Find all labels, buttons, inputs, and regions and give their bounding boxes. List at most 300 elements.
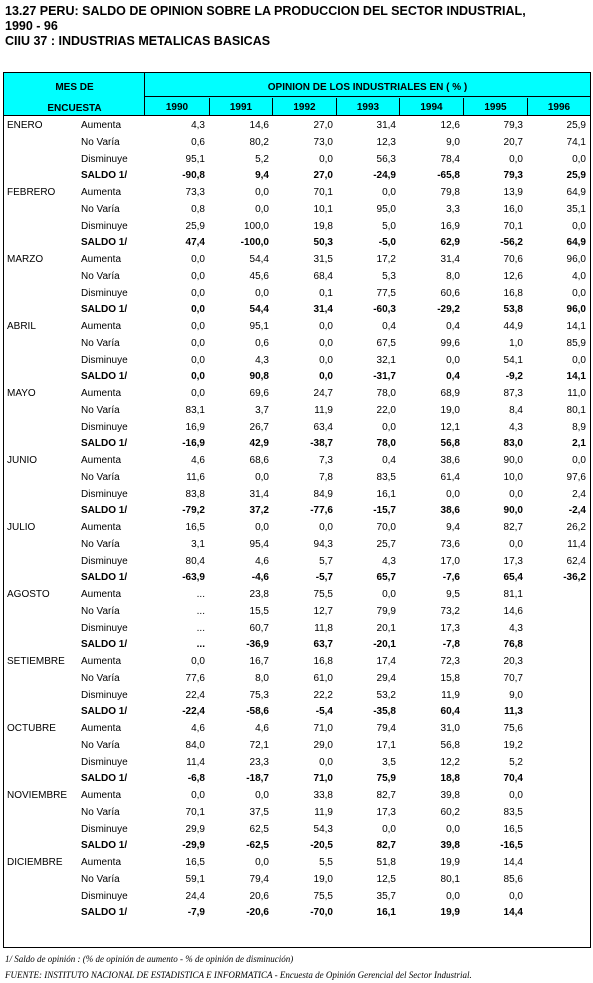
value-cell: 14,4 [503, 857, 523, 868]
value-cell: 0,4 [446, 371, 460, 383]
value-cell: 45,6 [249, 270, 269, 282]
value-cell: 0,0 [191, 371, 205, 383]
value-cell: 83,5 [376, 471, 396, 483]
value-cell: -18,7 [246, 773, 269, 785]
value-cell: 4,6 [191, 455, 205, 466]
value-cell: 72,1 [249, 739, 269, 751]
row-label: Aumenta [81, 187, 122, 198]
value-cell: 4,3 [191, 120, 205, 131]
value-cell: 73,2 [440, 605, 460, 617]
value-cell: 19,0 [313, 873, 333, 885]
value-cell: 0,0 [572, 455, 586, 466]
value-cell: -56,2 [500, 237, 523, 249]
row-label: SALDO 1/ [81, 237, 128, 249]
value-cell: -79,2 [182, 505, 205, 517]
value-cell: 11,9 [314, 404, 333, 416]
month-header-line-1: MES DE [55, 82, 94, 93]
value-cell: 60,2 [440, 806, 460, 818]
value-cell: 50,3 [313, 237, 333, 249]
title-line-1: 13.27 PERU: SALDO DE OPINION SOBRE LA PRODUCCION DEL SECTOR INDUSTRIAL, [5, 4, 526, 18]
value-cell: 0,6 [191, 136, 205, 148]
row-label: SALDO 1/ [81, 907, 128, 919]
value-cell: 5,5 [319, 857, 333, 868]
value-cell: 31,0 [440, 723, 460, 734]
value-cell: 73,6 [440, 538, 460, 550]
value-cell: 4,3 [509, 421, 523, 433]
table-row-no-varia [4, 470, 590, 487]
value-cell: 19,0 [440, 404, 460, 416]
value-cell: 7,8 [319, 471, 333, 483]
value-cell: 83,8 [185, 488, 205, 500]
value-cell: -63,9 [182, 572, 205, 584]
value-cell: 14,6 [503, 605, 523, 617]
value-cell: 26,2 [566, 522, 586, 533]
value-cell: 97,6 [566, 471, 586, 483]
table-row-disminuye [4, 353, 590, 370]
value-cell: 17,2 [376, 254, 396, 265]
row-label: Aumenta [81, 388, 122, 399]
data-table [3, 72, 591, 948]
value-cell: 31,4 [249, 488, 269, 500]
value-cell: 22,4 [185, 689, 205, 701]
value-cell: 11,4 [186, 756, 205, 768]
table-row-saldo [4, 704, 590, 721]
value-cell: 0,0 [572, 153, 586, 165]
value-cell: 16,9 [185, 421, 205, 433]
value-cell: -29,9 [182, 840, 205, 852]
value-cell: 0,0 [191, 354, 205, 366]
value-cell: 54,1 [503, 354, 523, 366]
value-cell: 0,0 [509, 153, 523, 165]
value-cell: 5,2 [255, 153, 269, 165]
value-cell: 27,0 [313, 120, 333, 131]
value-cell: 44,9 [503, 321, 523, 332]
value-cell: 0,0 [319, 354, 333, 366]
value-cell: 0,0 [191, 337, 205, 349]
value-cell: 100,0 [243, 220, 269, 232]
value-cell: 75,9 [376, 773, 396, 785]
value-cell: 0,0 [255, 203, 269, 215]
value-cell: 60,6 [440, 287, 460, 299]
value-cell: 70,1 [313, 187, 333, 198]
value-cell: -5,4 [315, 706, 333, 718]
value-cell: 11,8 [314, 622, 333, 634]
value-cell: 17,0 [440, 555, 460, 567]
value-cell: 82,7 [376, 840, 396, 852]
value-cell: 79,8 [440, 187, 460, 198]
table-row-disminuye [4, 554, 590, 571]
value-cell: 29,9 [185, 823, 205, 835]
value-cell: 38,6 [440, 505, 460, 517]
value-cell: -5,7 [315, 572, 333, 584]
value-cell: 0,0 [509, 538, 523, 550]
value-cell: 27,0 [313, 170, 333, 182]
table-row-aumenta [4, 319, 590, 336]
value-cell: 8,4 [509, 404, 523, 416]
value-cell: 5,0 [382, 220, 396, 232]
row-label: No Varía [81, 471, 120, 483]
table-row-saldo [4, 235, 590, 252]
value-cell: 0,0 [446, 488, 460, 500]
value-cell: 3,7 [255, 404, 269, 416]
row-label: SALDO 1/ [81, 773, 128, 785]
value-cell: 0,0 [255, 857, 269, 868]
value-cell: 12,7 [313, 605, 333, 617]
year-header-5: 1995 [463, 98, 527, 115]
value-cell: -7,8 [442, 639, 460, 651]
value-cell: 67,5 [376, 337, 396, 349]
value-cell: 82,7 [503, 522, 523, 533]
row-label: Disminuye [81, 555, 128, 567]
value-cell: 0,0 [191, 270, 205, 282]
value-cell: 80,1 [566, 404, 586, 416]
value-cell: 0,0 [255, 790, 269, 801]
table-row-disminuye [4, 420, 590, 437]
value-cell: 0,0 [319, 756, 333, 768]
value-cell: -2,4 [568, 505, 586, 517]
value-cell: 3,5 [382, 756, 396, 768]
value-cell: 0,0 [446, 890, 460, 902]
table-row-aumenta [4, 185, 590, 202]
value-cell: 20,7 [503, 136, 523, 148]
row-label: Disminuye [81, 622, 128, 634]
value-cell: 14,1 [566, 371, 586, 383]
value-cell: 4,0 [572, 270, 586, 282]
opinion-header: OPINION DE LOS INDUSTRIALES EN ( % ) [145, 73, 590, 97]
value-cell: 70,0 [376, 522, 396, 533]
value-cell: 8,0 [446, 270, 460, 282]
value-cell: 7,3 [319, 455, 333, 466]
table-row-saldo [4, 771, 590, 788]
value-cell: 35,7 [376, 890, 396, 902]
value-cell: 26,7 [249, 421, 269, 433]
value-cell: 0,0 [382, 589, 396, 600]
value-cell: 85,6 [503, 873, 523, 885]
value-cell: 70,6 [503, 254, 523, 265]
table-row-disminuye [4, 755, 590, 772]
row-label: No Varía [81, 270, 120, 282]
value-cell: 0,0 [319, 371, 333, 383]
row-label: No Varía [81, 337, 120, 349]
value-cell: -6,8 [187, 773, 205, 785]
value-cell: 4,3 [255, 354, 269, 366]
table-row-no-varia [4, 336, 590, 353]
table-row-disminuye [4, 219, 590, 236]
value-cell: 17,3 [440, 622, 460, 634]
value-cell: 4,6 [255, 555, 269, 567]
value-cell: 3,1 [191, 538, 205, 550]
value-cell: -100,0 [240, 237, 269, 249]
value-cell: 54,3 [313, 823, 333, 835]
value-cell: 11,9 [314, 806, 333, 818]
value-cell: 64,9 [566, 237, 586, 249]
value-cell: 90,8 [249, 371, 269, 383]
value-cell: 0,1 [319, 287, 333, 299]
month-label: ABRIL [7, 321, 36, 332]
value-cell: 0,4 [382, 455, 396, 466]
month-header-line-2: ENCUESTA [47, 103, 102, 114]
row-label: Disminuye [81, 488, 128, 500]
value-cell: 37,2 [249, 505, 269, 517]
value-cell: 77,6 [185, 672, 205, 684]
value-cell: 14,1 [566, 321, 586, 332]
table-row-no-varia [4, 202, 590, 219]
value-cell: 0,0 [191, 304, 205, 316]
row-label: Aumenta [81, 321, 122, 332]
value-cell: -58,6 [246, 706, 269, 718]
value-cell: 95,0 [376, 203, 396, 215]
value-cell: 79,4 [376, 723, 396, 734]
value-cell: 59,1 [185, 873, 205, 885]
value-cell: 65,7 [376, 572, 396, 584]
value-cell: 0,0 [191, 790, 205, 801]
value-cell: 0,0 [572, 354, 586, 366]
value-cell: -35,8 [373, 706, 396, 718]
row-label: SALDO 1/ [81, 371, 128, 383]
value-cell: 61,0 [313, 672, 333, 684]
value-cell: 4,6 [255, 723, 269, 734]
value-cell: 2,1 [572, 438, 586, 450]
month-label: OCTUBRE [7, 723, 56, 734]
row-label: SALDO 1/ [81, 572, 128, 584]
value-cell: -31,7 [373, 371, 396, 383]
year-header-2: 1992 [272, 98, 336, 115]
value-cell: 62,5 [249, 823, 269, 835]
value-cell: 68,6 [249, 455, 269, 466]
row-label: Disminuye [81, 421, 128, 433]
row-label: SALDO 1/ [81, 505, 128, 517]
row-label: No Varía [81, 672, 120, 684]
value-cell: 74,1 [566, 136, 586, 148]
year-header-6: 1996 [527, 98, 590, 115]
value-cell: 32,1 [376, 354, 396, 366]
value-cell: 22,0 [376, 404, 396, 416]
row-label: Disminuye [81, 287, 128, 299]
value-cell: -22,4 [182, 706, 205, 718]
value-cell: 10,0 [503, 471, 523, 483]
value-cell: -90,8 [182, 170, 205, 182]
month-label: FEBRERO [7, 187, 56, 198]
value-cell: 79,3 [503, 170, 523, 182]
row-label: Aumenta [81, 120, 122, 131]
value-cell: 0,0 [255, 287, 269, 299]
value-cell: 76,8 [503, 639, 523, 651]
value-cell: 53,8 [503, 304, 523, 316]
value-cell: 18,8 [440, 773, 460, 785]
row-label: Disminuye [81, 689, 128, 701]
value-cell: 11,4 [567, 538, 586, 550]
row-label: No Varía [81, 806, 120, 818]
value-cell: 16,8 [313, 656, 333, 667]
value-cell: 24,7 [313, 388, 333, 399]
value-cell: 62,4 [566, 555, 586, 567]
table-row-aumenta [4, 252, 590, 269]
value-cell: 95,1 [185, 153, 205, 165]
value-cell: 12,2 [440, 756, 460, 768]
value-cell: 5,2 [509, 756, 523, 768]
value-cell: 4,3 [382, 555, 396, 567]
value-cell: 12,5 [376, 873, 396, 885]
value-cell: 79,3 [503, 120, 523, 131]
value-cell: 78,4 [440, 153, 460, 165]
month-label: JULIO [7, 522, 36, 533]
value-cell: -20,6 [246, 907, 269, 919]
year-header-4: 1994 [399, 98, 463, 115]
value-cell: -16,5 [500, 840, 523, 852]
table-row-saldo [4, 637, 590, 654]
value-cell: 0,0 [191, 254, 205, 265]
value-cell: 15,8 [440, 672, 460, 684]
row-label: SALDO 1/ [81, 639, 128, 651]
value-cell: -60,3 [373, 304, 396, 316]
table-row-disminuye [4, 286, 590, 303]
value-cell: 29,4 [376, 672, 396, 684]
value-cell: 4,3 [509, 622, 523, 634]
value-cell: 39,8 [440, 790, 460, 801]
value-cell: 47,4 [185, 237, 205, 249]
row-label: SALDO 1/ [81, 438, 128, 450]
value-cell: 63,7 [313, 639, 333, 651]
value-cell: 0,4 [382, 321, 396, 332]
value-cell: 4,6 [191, 723, 205, 734]
value-cell: 85,9 [566, 337, 586, 349]
value-cell: -15,7 [373, 505, 396, 517]
value-cell: 0,0 [509, 488, 523, 500]
value-cell: 90,0 [503, 505, 523, 517]
row-label: Aumenta [81, 254, 122, 265]
value-cell: 96,0 [566, 254, 586, 265]
table-row-no-varia [4, 135, 590, 152]
value-cell: 0,0 [191, 656, 205, 667]
row-label: Aumenta [81, 723, 122, 734]
value-cell: 61,4 [440, 471, 460, 483]
value-cell: 75,5 [313, 589, 333, 600]
table-row-disminuye [4, 152, 590, 169]
value-cell: 70,1 [185, 806, 205, 818]
value-cell: 0,0 [382, 823, 396, 835]
value-cell: 69,6 [249, 388, 269, 399]
value-cell: 71,0 [313, 773, 333, 785]
value-cell: 12,6 [503, 270, 523, 282]
value-cell: 64,9 [566, 187, 586, 198]
value-cell: 25,9 [566, 120, 586, 131]
value-cell: 19,9 [440, 907, 460, 919]
value-cell: 51,8 [376, 857, 396, 868]
value-cell: 70,4 [503, 773, 523, 785]
value-cell: -36,2 [563, 572, 586, 584]
month-label: MARZO [7, 254, 44, 265]
value-cell: 9,4 [255, 170, 269, 182]
table-row-saldo [4, 503, 590, 520]
row-label: Aumenta [81, 656, 122, 667]
value-cell: 8,9 [572, 421, 586, 433]
value-cell: 2,4 [572, 488, 586, 500]
table-row-aumenta [4, 855, 590, 872]
value-cell: 16,5 [185, 522, 205, 533]
value-cell: 5,7 [319, 555, 333, 567]
value-cell: 73,0 [313, 136, 333, 148]
value-cell: 0,0 [191, 321, 205, 332]
value-cell: 80,4 [185, 555, 205, 567]
footnote-saldo: 1/ Saldo de opinión : (% de opinión de aumento - % de opinión de disminución) [5, 954, 294, 964]
value-cell: 0,0 [255, 471, 269, 483]
value-cell: 0,0 [191, 287, 205, 299]
value-cell: 73,3 [185, 187, 205, 198]
value-cell: 11,9 [441, 689, 460, 701]
value-cell: 63,4 [313, 421, 333, 433]
row-label: No Varía [81, 605, 120, 617]
value-cell: 0,8 [191, 203, 205, 215]
value-cell: 0,0 [319, 337, 333, 349]
value-cell: 0,0 [319, 522, 333, 533]
value-cell: 25,9 [185, 220, 205, 232]
value-cell: 54,4 [249, 304, 269, 316]
value-cell: 87,3 [503, 388, 523, 399]
value-cell: 19,8 [313, 220, 333, 232]
value-cell: 80,1 [440, 873, 460, 885]
value-cell: 12,6 [440, 120, 460, 131]
value-cell: 0,0 [255, 522, 269, 533]
month-label: AGOSTO [7, 589, 50, 600]
table-row-saldo [4, 570, 590, 587]
value-cell: 70,1 [503, 220, 523, 232]
year-header-3: 1993 [336, 98, 399, 115]
value-cell: 83,1 [185, 404, 205, 416]
value-cell: 17,3 [376, 806, 396, 818]
value-cell: -16,9 [182, 438, 205, 450]
table-row-no-varia [4, 805, 590, 822]
table-row-disminuye [4, 487, 590, 504]
month-header [4, 73, 145, 115]
value-cell: 11,3 [504, 706, 523, 718]
month-label: MAYO [7, 388, 36, 399]
value-cell: -7,6 [442, 572, 460, 584]
month-label: JUNIO [7, 455, 37, 466]
value-cell: 23,8 [249, 589, 269, 600]
value-cell: 33,8 [313, 790, 333, 801]
value-cell: 31,5 [313, 254, 333, 265]
value-cell: 90,0 [503, 455, 523, 466]
row-label: Disminuye [81, 220, 128, 232]
value-cell: 31,4 [440, 254, 460, 265]
row-label: No Varía [81, 404, 120, 416]
table-row-aumenta [4, 118, 590, 135]
value-cell: 39,8 [440, 840, 460, 852]
value-cell: 75,6 [503, 723, 523, 734]
table-row-no-varia [4, 738, 590, 755]
value-cell: 17,4 [376, 656, 396, 667]
year-header-1: 1991 [209, 98, 272, 115]
value-cell: ... [196, 639, 205, 651]
value-cell: 84,0 [185, 739, 205, 751]
value-cell: -4,6 [251, 572, 269, 584]
value-cell: 25,9 [566, 170, 586, 182]
value-cell: 0,4 [446, 321, 460, 332]
value-cell: -38,7 [310, 438, 333, 450]
table-title [5, 4, 590, 49]
title-line-2: 1990 - 96 [5, 19, 58, 33]
value-cell: 79,4 [249, 873, 269, 885]
value-cell: 82,7 [376, 790, 396, 801]
value-cell: 0,0 [509, 790, 523, 801]
value-cell: 77,5 [376, 287, 396, 299]
value-cell: 9,5 [446, 589, 460, 600]
value-cell: 16,5 [185, 857, 205, 868]
value-cell: 65,4 [503, 572, 523, 584]
table-row-no-varia [4, 671, 590, 688]
month-label: NOVIEMBRE [7, 790, 68, 801]
value-cell: 83,0 [503, 438, 523, 450]
